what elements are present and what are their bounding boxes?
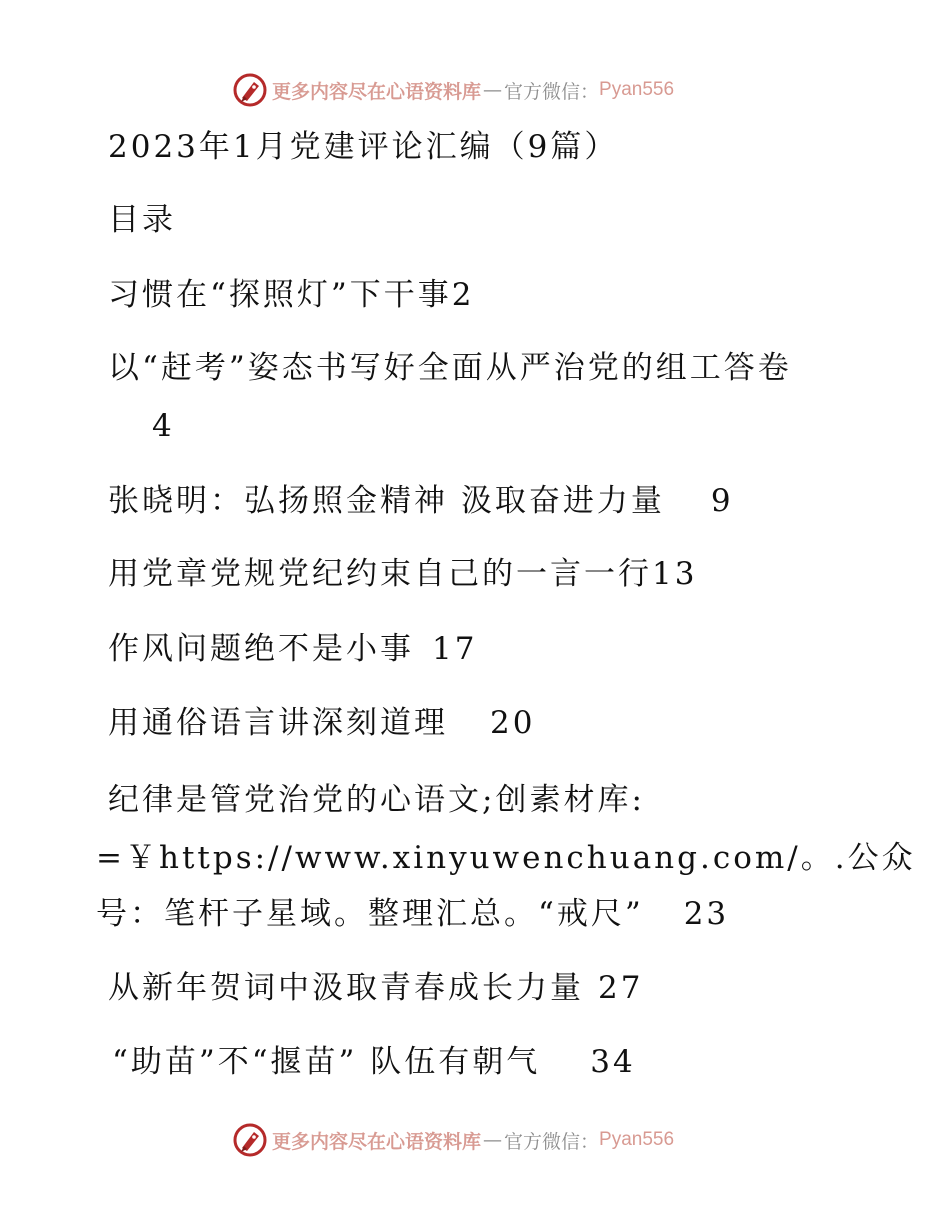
banner-wechat-id: Pyan556 xyxy=(599,1129,675,1150)
toc-entry-title: 用通俗语言讲深刻道理 xyxy=(108,705,448,741)
toc-entry-title: 作风问题绝不是小事 xyxy=(108,631,414,667)
toc-entry[interactable] xyxy=(108,554,697,594)
toc-entry-page: 23 xyxy=(683,896,730,932)
toc-entry-title: 以“赶考”姿态书写好全面从严治党的组工答卷 xyxy=(108,350,792,386)
header-banner xyxy=(232,70,674,110)
toc-entry[interactable] xyxy=(108,348,792,388)
toc-entry[interactable] xyxy=(108,629,477,669)
toc-entry-title: 习惯在“探照灯”下干事 xyxy=(108,277,452,313)
toc-entry[interactable] xyxy=(108,703,535,743)
toc-entry-title: 张晓明：弘扬照金精神 汲取奋进力量 xyxy=(108,483,665,519)
toc-entry-page: 17 xyxy=(432,631,478,667)
toc-entry-title: 用党章党规党纪约束自己的一言一行 xyxy=(108,556,652,592)
toc-entry-page: 13 xyxy=(652,556,698,592)
toc-entry-page: 34 xyxy=(590,1044,636,1080)
banner-promo-text: 更多内容尽在心语资料库 xyxy=(272,80,482,103)
toc-entry[interactable] xyxy=(112,1042,636,1082)
toc-entry[interactable] xyxy=(96,894,729,934)
toc-entry-page: 9 xyxy=(710,483,734,519)
toc-entry-page: 20 xyxy=(490,705,536,741)
toc-entry[interactable] xyxy=(108,481,734,521)
toc-entry-page: 27 xyxy=(598,970,644,1006)
toc-entry[interactable] xyxy=(108,968,643,1008)
banner-wechat-label: 官方微信： xyxy=(504,1130,600,1153)
banner-wechat-label: 官方微信： xyxy=(504,80,600,103)
banner-separator: — xyxy=(483,79,503,101)
document-title: 2023年1月党建评论汇编（9篇） xyxy=(108,129,619,165)
banner-promo-text: 更多内容尽在心语资料库 xyxy=(272,1130,482,1153)
toc-entry-title: “助苗”不“揠苗” 队伍有朝气 xyxy=(112,1044,541,1080)
toc-entry[interactable] xyxy=(108,275,474,315)
toc-entry-title: 号：笔杆子星域。整理汇总。“戒尺” xyxy=(96,896,644,932)
toc-entry-page[interactable]: 4 xyxy=(152,408,175,444)
footer-banner xyxy=(232,1120,674,1160)
pen-nib-logo-icon xyxy=(232,72,268,108)
pen-nib-logo-icon xyxy=(232,1122,268,1158)
toc-entry-title: 从新年贺词中汲取青春成长力量 xyxy=(108,970,584,1006)
banner-separator: — xyxy=(483,1129,503,1151)
banner-wechat-id: Pyan556 xyxy=(599,79,675,100)
toc-entry-line[interactable]: 纪律是管党治党的心语文;创素材库: xyxy=(108,782,645,818)
toc-entry-line[interactable]: =￥https://www.xinyuwenchuang.com/。.公众 xyxy=(96,840,916,876)
toc-entry-page: 2 xyxy=(451,277,475,313)
toc-heading: 目录 xyxy=(108,202,176,238)
